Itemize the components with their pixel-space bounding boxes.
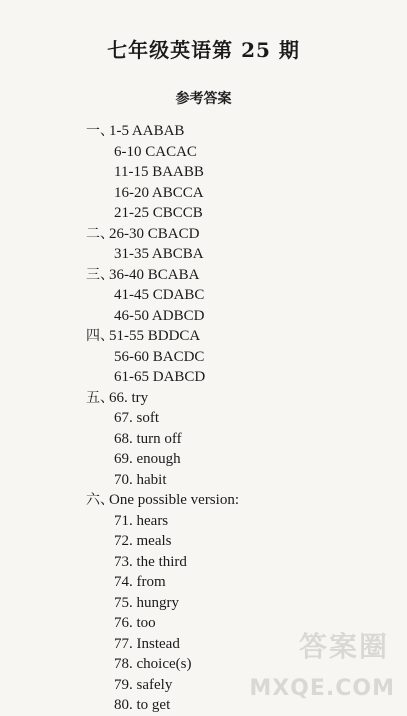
section-marker: 五、 [86, 389, 114, 406]
answer-text: 73. the third [114, 553, 187, 570]
answer-line [86, 572, 386, 593]
answer-text: 80. to get [114, 697, 171, 713]
answer-line [86, 531, 386, 552]
answer-line [86, 203, 386, 224]
answer-text: 74. from [114, 574, 166, 590]
watermark-logo [229, 623, 399, 703]
section-marker: 一、 [86, 123, 114, 139]
answer-line [86, 121, 386, 142]
section-marker: 三、 [86, 266, 114, 283]
section-marker: 二、 [86, 225, 114, 242]
answer-text: 16-20 ABCCA [114, 184, 204, 201]
answer-text: 6-10 CACAC [114, 143, 197, 160]
answer-text: 79. safely [114, 676, 173, 693]
watermark-bottom-text: MXQE.COM [249, 676, 395, 701]
answer-text: 31-35 ABCBA [114, 246, 204, 262]
page-subtitle: 参考答案 [175, 91, 232, 107]
answer-line [86, 388, 386, 409]
answer-line [86, 162, 386, 183]
answer-text: 68. turn off [114, 430, 182, 447]
answer-line [86, 244, 386, 265]
answer-text: 77. Instead [114, 635, 180, 652]
answer-text: 69. enough [114, 451, 181, 467]
answer-text: 76. too [114, 615, 156, 631]
answer-text: 75. hungry [114, 594, 179, 611]
answer-text: 61-65 DABCD [114, 369, 206, 385]
answer-text: 41-45 CDABC [114, 287, 205, 303]
answer-line [86, 285, 386, 306]
answer-text: 21-25 CBCCB [114, 205, 203, 221]
watermark-top-text: 答案圈 [298, 630, 389, 663]
answer-text: 11-15 BAABB [114, 164, 204, 180]
answer-line [86, 326, 386, 347]
answer-line [86, 552, 386, 573]
answer-line [86, 408, 386, 429]
answer-text: 56-60 BACDC [114, 348, 205, 365]
answer-text: 1-5 AABAB [109, 123, 185, 139]
answer-text: 67. soft [114, 410, 159, 426]
answer-line [86, 224, 386, 245]
answer-line [86, 449, 386, 470]
answer-text: One possible version: [109, 492, 239, 508]
answer-text: 71. hears [114, 512, 169, 529]
answer-line [86, 306, 386, 327]
answer-line [86, 265, 386, 286]
answer-line [86, 490, 386, 511]
answer-line [86, 470, 386, 491]
answer-text: 66. try [109, 389, 149, 406]
answer-text: 70. habit [114, 471, 167, 488]
answer-line [86, 593, 386, 614]
answer-text: 51-55 BDDCA [109, 328, 201, 344]
answer-line [86, 511, 386, 532]
section-marker: 四、 [86, 328, 114, 344]
answer-line [86, 183, 386, 204]
section-marker: 六、 [86, 492, 114, 508]
answer-line [86, 429, 386, 450]
answer-line [86, 367, 386, 388]
answer-text: 36-40 BCABA [109, 266, 200, 283]
answer-text: 46-50 ADBCD [114, 307, 205, 324]
answer-text: 26-30 CBACD [109, 225, 200, 242]
answer-text: 78. choice(s) [114, 656, 192, 672]
page-title: 七年级英语第 25 期 [107, 38, 300, 62]
answer-line [86, 347, 386, 368]
answer-line [86, 142, 386, 163]
answer-text: 72. meals [114, 533, 172, 549]
